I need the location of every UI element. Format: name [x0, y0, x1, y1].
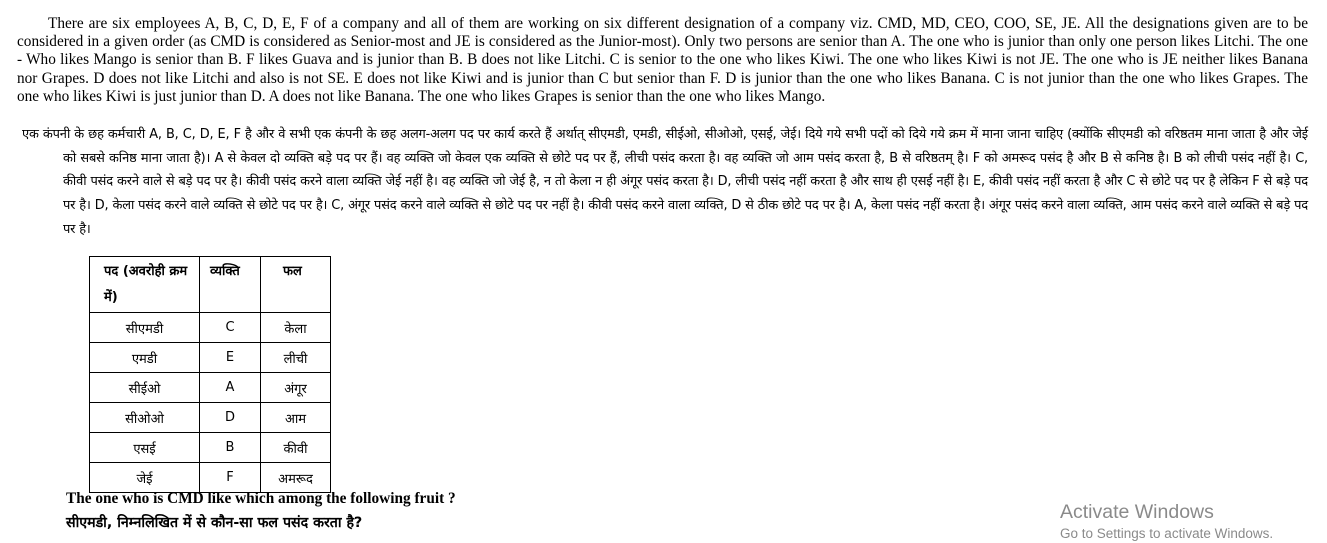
watermark-subtitle: Go to Settings to activate Windows.: [1060, 526, 1274, 541]
table-row: [90, 313, 331, 343]
cell-designation: सीएमडी: [90, 313, 200, 343]
cell-fruit: कीवी: [261, 433, 331, 463]
cell-designation: जेई: [90, 463, 200, 493]
table-row: [90, 403, 331, 433]
cell-person: D: [200, 403, 261, 433]
header-designation: पद (अवरोही क्रम में): [90, 257, 200, 313]
cell-person: F: [200, 463, 261, 493]
cell-fruit: अंगूर: [261, 373, 331, 403]
cell-designation: सीईओ: [90, 373, 200, 403]
cell-person: C: [200, 313, 261, 343]
watermark-title: Activate Windows: [1060, 501, 1214, 523]
table-row: [90, 463, 331, 493]
header-person: व्यक्ति: [200, 257, 261, 313]
cell-person: B: [200, 433, 261, 463]
cell-fruit: आम: [261, 403, 331, 433]
solution-table: [89, 256, 331, 493]
cell-fruit: केला: [261, 313, 331, 343]
table-row: [90, 343, 331, 373]
question-english: The one who is CMD like which among the following fruit ?: [66, 490, 456, 507]
cell-designation: सीओओ: [90, 403, 200, 433]
question-hindi: सीएमडी, निम्नलिखित में से कौन-सा फल पसंद करता है?: [66, 515, 363, 531]
hindi-puzzle-paragraph: एक कंपनी के छह कर्मचारी A, B, C, D, E, F है और वे सभी एक कंपनी के छह अलग-अलग पद पर कार्य करते हैं अर्थात् सीएमडी, एमडी, सीईओ, सीओओ, एसई, जेई। दिये गये सभी पदों को दिये गये क्रम में माना जाना चाहिए (क्योंकि सीएमडी को वरिष्ठतम माना जाता है और जेई को सबसे कनिष्ठ माना जाता है)। A से केवल दो व्यक्ति बड़े पद पर हैं। वह व्यक्ति जो केवल एक व्यक्ति से छोटे पद पर हैं, लीची पसंद करता है। वह व्यक्ति जो आम पसंद करता है, B से वरिष्ठतम् है। F को अमरूद पसंद है और B से कनिष्ठ है। B को लीची पसंद नहीं है। C, कीवी पसंद करने वाले से बड़े पद पर है। कीवी पसंद करने वाला व्यक्ति जेई नहीं है। वह व्यक्ति जो जेई है, न तो केला न ही अंगूर पसंद करता है। D, लीची पसंद नहीं करता है और साथ ही एसई नहीं है। E, कीवी पसंद नहीं करता है और C से छोटे पद पर है लेकिन F से बड़े पद पर है। D, केला पसंद करने वाले व्यक्ति से छोटे पद पर है। C, अंगूर पसंद करने वाले व्यक्ति से छोटे पद पर नहीं है। कीवी पसंद करने वाला व्यक्ति, D से ठीक छोटे पद पर है। A, केला पसंद नहीं करता है। अंगूर पसंद करने वाला व्यक्ति, आम पसंद करने वाले व्यक्ति से बड़े पद पर है।: [22, 126, 1308, 237]
cell-designation: एसई: [90, 433, 200, 463]
cell-designation: एमडी: [90, 343, 200, 373]
cell-person: E: [200, 343, 261, 373]
table-row: [90, 433, 331, 463]
cell-fruit: अमरूद: [261, 463, 331, 493]
activate-windows-watermark: [1060, 501, 1273, 543]
cell-fruit: लीची: [261, 343, 331, 373]
table-header-row: [90, 257, 331, 313]
table-row: [90, 373, 331, 403]
header-fruit: फल: [261, 257, 331, 313]
english-puzzle-paragraph: There are six employees A, B, C, D, E, F of a company and all of them are working on six different designation of a company viz. CMD, MD, CEO, COO, SE, JE. All the designations given are to be considered in a given order (as CMD is considered as Senior-most and JE is considered as the Junior-most). Only two persons are senior than A. The one who is junior than only one person likes Litchi. The one - Who likes Mango is senior than B. F likes Guava and is junior than B. B does not like Litchi. C is senior to the one who likes Kiwi. The one who likes Kiwi is not JE. The one who is JE neither likes Banana nor Grapes. D does not like Litchi and also is not SE. E does not like Kiwi and is junior than C but senior than F. D is junior than the one who likes Banana. C is not junior than the one who likes Grapes. The one who likes Kiwi is just junior than D. A does not like Banana. The one who likes Grapes is senior than the one who likes Mango.: [17, 15, 1308, 105]
cell-person: A: [200, 373, 261, 403]
